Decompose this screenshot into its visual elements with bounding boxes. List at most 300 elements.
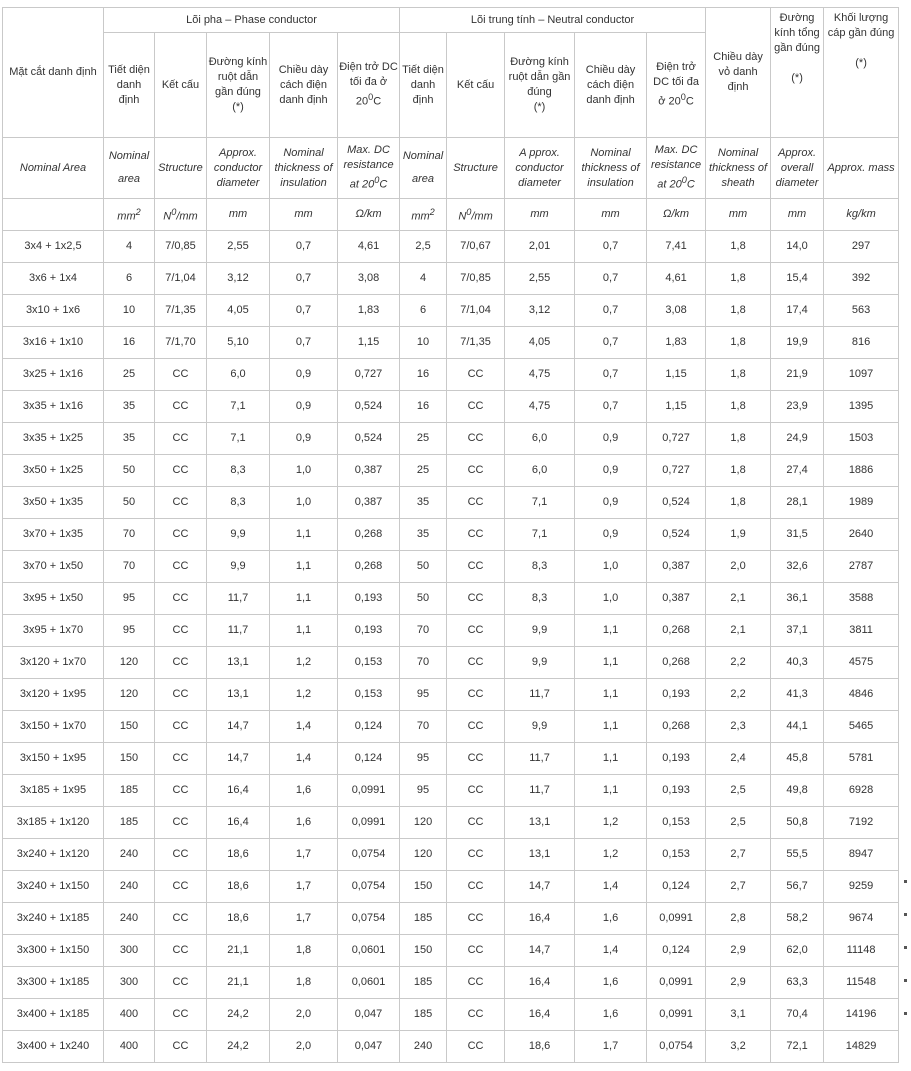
phase-resistance-en-label: Max. DC resistance at 20 (343, 144, 394, 191)
neutral-diameter-cell: 8,3 (505, 551, 575, 583)
neutral-diameter-cell: 2,01 (505, 231, 575, 263)
phase-structure-cell: CC (155, 551, 207, 583)
neutral-area-cell: 70 (400, 711, 447, 743)
phase-area-cell: 150 (104, 743, 155, 775)
neutral-structure-cell: CC (447, 807, 505, 839)
sheath-thickness-cell: 1,8 (706, 263, 771, 295)
neutral-resistance-header-en (647, 138, 706, 199)
table-row (3, 583, 899, 615)
table-row (3, 1031, 899, 1063)
neutral-insulation-cell: 0,7 (575, 391, 647, 423)
phase-structure-cell: CC (155, 647, 207, 679)
nominal-area-cell: 3x35 + 1x25 (3, 423, 104, 455)
neutral-structure-unit (447, 199, 505, 231)
edge-mark (904, 979, 907, 982)
phase-insulation-cell: 1,2 (270, 647, 338, 679)
sheath-thickness-cell: 1,8 (706, 423, 771, 455)
neutral-insulation-unit: mm (575, 199, 647, 231)
phase-diameter-cell: 13,1 (207, 679, 270, 711)
edge-mark (904, 913, 907, 916)
phase-structure-header-vn: Kết cấu (155, 33, 207, 138)
phase-diameter-cell: 11,7 (207, 583, 270, 615)
neutral-resistance-cell: 1,83 (647, 327, 706, 359)
phase-insulation-cell: 1,7 (270, 871, 338, 903)
phase-diameter-cell: 9,9 (207, 551, 270, 583)
neutral-diameter-cell: 18,6 (505, 1031, 575, 1063)
table-row (3, 519, 899, 551)
overall-diameter-cell: 37,1 (771, 615, 824, 647)
table-row (3, 263, 899, 295)
neutral-diameter-cell: 2,55 (505, 263, 575, 295)
mass-cell: 11148 (824, 935, 899, 967)
table-body (3, 231, 899, 1063)
phase-structure-cell: CC (155, 391, 207, 423)
overall-diameter-cell: 21,9 (771, 359, 824, 391)
phase-insulation-cell: 1,8 (270, 967, 338, 999)
table-row (3, 615, 899, 647)
phase-insulation-cell: 1,7 (270, 839, 338, 871)
neutral-area-cell: 95 (400, 775, 447, 807)
nominal-area-cell: 3x6 + 1x4 (3, 263, 104, 295)
neutral-structure-header-vn: Kết cấu (447, 33, 505, 138)
mass-cell: 14196 (824, 999, 899, 1031)
neutral-area-cell: 50 (400, 551, 447, 583)
phase-structure-cell: CC (155, 775, 207, 807)
sheath-thickness-cell: 1,8 (706, 327, 771, 359)
edge-mark (904, 1012, 907, 1015)
neutral-resistance-cell: 7,41 (647, 231, 706, 263)
neutral-area-cell: 95 (400, 679, 447, 711)
sheath-thickness-cell: 2,1 (706, 583, 771, 615)
phase-resistance-unit: Ω/km (338, 199, 400, 231)
phase-insulation-cell: 1,7 (270, 903, 338, 935)
phase-diameter-header-vn (207, 33, 270, 138)
neutral-resistance-header-vn (647, 33, 706, 138)
neutral-resistance-cell: 0,0754 (647, 1031, 706, 1063)
phase-area-cell: 240 (104, 871, 155, 903)
phase-resistance-cell: 1,15 (338, 327, 400, 359)
neutral-resistance-cell: 4,61 (647, 263, 706, 295)
neutral-structure-cell: CC (447, 743, 505, 775)
mass-cell: 2640 (824, 519, 899, 551)
neutral-area-cell: 150 (400, 935, 447, 967)
neutral-area-cell: 95 (400, 743, 447, 775)
phase-insulation-unit: mm (270, 199, 338, 231)
phase-area-cell: 120 (104, 679, 155, 711)
nominal-area-cell: 3x50 + 1x35 (3, 487, 104, 519)
neutral-diameter-mark: (*) (533, 101, 546, 113)
phase-area-cell: 95 (104, 583, 155, 615)
edge-mark (904, 946, 907, 949)
neutral-area-cell: 185 (400, 903, 447, 935)
mass-cell: 11548 (824, 967, 899, 999)
overall-diameter-cell: 55,5 (771, 839, 824, 871)
phase-insulation-cell: 2,0 (270, 1031, 338, 1063)
neutral-insulation-cell: 0,9 (575, 487, 647, 519)
phase-diameter-cell: 6,0 (207, 359, 270, 391)
phase-structure-cell: CC (155, 615, 207, 647)
neutral-insulation-cell: 1,7 (575, 1031, 647, 1063)
mass-cell: 5781 (824, 743, 899, 775)
phase-resistance-en-c: C (379, 178, 388, 191)
phase-structure-cell: 7/1,04 (155, 263, 207, 295)
table-row (3, 903, 899, 935)
mass-cell: 9674 (824, 903, 899, 935)
sheath-thickness-cell: 1,8 (706, 391, 771, 423)
phase-diameter-cell: 7,1 (207, 423, 270, 455)
neutral-structure-cell: CC (447, 999, 505, 1031)
mass-header-en: Approx. mass (824, 138, 899, 199)
neutral-insulation-header-vn: Chiều dày cách điện danh định (575, 33, 647, 138)
mass-cell: 4575 (824, 647, 899, 679)
neutral-resistance-cell: 0,193 (647, 775, 706, 807)
sheath-thickness-cell: 2,8 (706, 903, 771, 935)
neutral-resistance-degree: 0 (680, 92, 686, 103)
mass-cell: 7192 (824, 807, 899, 839)
nominal-area-cell: 3x400 + 1x240 (3, 1031, 104, 1063)
mass-cell: 6928 (824, 775, 899, 807)
phase-diameter-cell: 7,1 (207, 391, 270, 423)
nominal-area-cell: 3x35 + 1x16 (3, 391, 104, 423)
phase-resistance-cell: 0,153 (338, 679, 400, 711)
neutral-resistance-cell: 0,193 (647, 743, 706, 775)
phase-structure-cell: CC (155, 807, 207, 839)
neutral-insulation-cell: 1,2 (575, 839, 647, 871)
overall-diameter-cell: 40,3 (771, 647, 824, 679)
phase-structure-unit (155, 199, 207, 231)
overall-diameter-cell: 41,3 (771, 679, 824, 711)
neutral-resistance-label: Điện trở DC tối đa ở 20 (653, 61, 699, 108)
phase-diameter-cell: 24,2 (207, 999, 270, 1031)
phase-structure-cell: 7/1,70 (155, 327, 207, 359)
overall-diameter-cell: 70,4 (771, 999, 824, 1031)
phase-area-unit (104, 199, 155, 231)
sheath-thickness-cell: 2,4 (706, 743, 771, 775)
neutral-structure-cell: CC (447, 871, 505, 903)
neutral-diameter-cell: 7,1 (505, 519, 575, 551)
neutral-resistance-cell: 3,08 (647, 295, 706, 327)
neutral-insulation-cell: 1,1 (575, 775, 647, 807)
neutral-structure-cell: 7/0,85 (447, 263, 505, 295)
mass-cell: 3588 (824, 583, 899, 615)
neutral-insulation-cell: 1,1 (575, 679, 647, 711)
phase-insulation-cell: 1,8 (270, 935, 338, 967)
sheath-thickness-cell: 1,8 (706, 295, 771, 327)
neutral-resistance-cell: 0,268 (647, 711, 706, 743)
phase-diameter-header-en: Approx. conductor diameter (207, 138, 270, 199)
phase-resistance-unit-c: C (373, 95, 382, 108)
table-row (3, 967, 899, 999)
sheath-thickness-cell: 2,3 (706, 711, 771, 743)
mass-cell: 3811 (824, 615, 899, 647)
neutral-area-cell: 240 (400, 1031, 447, 1063)
phase-resistance-cell: 0,124 (338, 711, 400, 743)
sheath-thickness-cell: 2,9 (706, 967, 771, 999)
phase-insulation-cell: 1,2 (270, 679, 338, 711)
overall-diameter-cell: 28,1 (771, 487, 824, 519)
neutral-structure-cell: CC (447, 775, 505, 807)
phase-area-cell: 35 (104, 391, 155, 423)
neutral-area-cell: 185 (400, 967, 447, 999)
neutral-structure-cell: CC (447, 711, 505, 743)
phase-insulation-cell: 1,0 (270, 487, 338, 519)
phase-structure-unit-sup: 0 (171, 206, 177, 217)
phase-area-cell: 240 (104, 839, 155, 871)
phase-area-unit-sup: 2 (135, 206, 141, 217)
neutral-resistance-cell: 0,0991 (647, 903, 706, 935)
phase-structure-cell: CC (155, 743, 207, 775)
neutral-structure-cell: CC (447, 647, 505, 679)
nominal-area-header-en: Nominal Area (3, 138, 104, 199)
table-row (3, 391, 899, 423)
neutral-resistance-cell: 0,0991 (647, 967, 706, 999)
phase-resistance-cell: 0,193 (338, 615, 400, 647)
neutral-structure-header-en: Structure (447, 138, 505, 199)
phase-structure-cell: CC (155, 871, 207, 903)
neutral-area-header-vn: Tiết diện danh định (400, 33, 447, 138)
phase-resistance-cell: 0,387 (338, 487, 400, 519)
table-row (3, 711, 899, 743)
neutral-area-unit (400, 199, 447, 231)
sheath-thickness-cell: 2,5 (706, 775, 771, 807)
neutral-insulation-cell: 0,9 (575, 423, 647, 455)
neutral-resistance-cell: 0,524 (647, 487, 706, 519)
neutral-diameter-cell: 14,7 (505, 871, 575, 903)
nominal-area-header-vn: Mặt cắt danh định (3, 8, 104, 138)
table-row (3, 231, 899, 263)
phase-insulation-cell: 0,7 (270, 263, 338, 295)
edge-marks (904, 880, 909, 1045)
neutral-area-header-en: Nominal area (400, 138, 447, 199)
neutral-diameter-header-en: A pprox. conductor diameter (505, 138, 575, 199)
phase-insulation-header-vn: Chiều dày cách điện danh định (270, 33, 338, 138)
sheath-thickness-unit: mm (706, 199, 771, 231)
phase-area-cell: 4 (104, 231, 155, 263)
neutral-diameter-cell: 4,75 (505, 391, 575, 423)
phase-diameter-label: Đường kính ruột dẫn gần đúng (208, 56, 268, 98)
neutral-area-cell: 10 (400, 327, 447, 359)
phase-structure-cell: CC (155, 903, 207, 935)
neutral-diameter-label: Đường kính ruột dẫn gần đúng (508, 56, 571, 98)
overall-diameter-cell: 62,0 (771, 935, 824, 967)
neutral-diameter-cell: 9,9 (505, 615, 575, 647)
phase-insulation-cell: 1,1 (270, 519, 338, 551)
nominal-area-cell: 3x240 + 1x120 (3, 839, 104, 871)
neutral-structure-unit-base: N (458, 210, 467, 223)
phase-insulation-cell: 1,6 (270, 807, 338, 839)
phase-area-cell: 185 (104, 807, 155, 839)
phase-area-cell: 25 (104, 359, 155, 391)
sheath-thickness-cell: 1,8 (706, 231, 771, 263)
phase-structure-cell: CC (155, 487, 207, 519)
nominal-area-cell: 3x70 + 1x35 (3, 519, 104, 551)
phase-structure-cell: CC (155, 455, 207, 487)
phase-diameter-cell: 14,7 (207, 711, 270, 743)
neutral-area-cell: 50 (400, 583, 447, 615)
phase-resistance-degree: 0 (368, 92, 374, 103)
phase-diameter-cell: 5,10 (207, 327, 270, 359)
phase-resistance-cell: 0,193 (338, 583, 400, 615)
phase-insulation-cell: 0,7 (270, 295, 338, 327)
phase-diameter-cell: 16,4 (207, 807, 270, 839)
phase-structure-unit-base: N (163, 210, 172, 223)
nominal-area-cell: 3x240 + 1x185 (3, 903, 104, 935)
neutral-diameter-cell: 7,1 (505, 487, 575, 519)
phase-insulation-cell: 2,0 (270, 999, 338, 1031)
overall-diameter-cell: 56,7 (771, 871, 824, 903)
neutral-diameter-cell: 9,9 (505, 711, 575, 743)
phase-insulation-cell: 0,7 (270, 327, 338, 359)
overall-diameter-cell: 17,4 (771, 295, 824, 327)
phase-structure-cell: CC (155, 423, 207, 455)
neutral-diameter-cell: 11,7 (505, 775, 575, 807)
overall-diameter-cell: 63,3 (771, 967, 824, 999)
overall-diameter-unit: mm (771, 199, 824, 231)
phase-diameter-cell: 18,6 (207, 839, 270, 871)
phase-resistance-en-degree: 0 (374, 175, 380, 186)
neutral-structure-cell: CC (447, 935, 505, 967)
neutral-diameter-cell: 11,7 (505, 743, 575, 775)
sheath-thickness-cell: 2,0 (706, 551, 771, 583)
neutral-structure-cell: CC (447, 839, 505, 871)
mass-mark: (*) (855, 57, 867, 69)
phase-area-cell: 300 (104, 935, 155, 967)
table-row (3, 455, 899, 487)
neutral-area-cell: 25 (400, 455, 447, 487)
phase-resistance-header-en (338, 138, 400, 199)
neutral-diameter-cell: 3,12 (505, 295, 575, 327)
phase-area-cell: 95 (104, 615, 155, 647)
neutral-resistance-cell: 0,268 (647, 647, 706, 679)
phase-resistance-cell: 0,0754 (338, 839, 400, 871)
neutral-insulation-cell: 1,6 (575, 903, 647, 935)
neutral-resistance-cell: 0,124 (647, 871, 706, 903)
overall-diameter-cell: 15,4 (771, 263, 824, 295)
phase-diameter-cell: 18,6 (207, 871, 270, 903)
phase-diameter-cell: 3,12 (207, 263, 270, 295)
phase-insulation-cell: 0,9 (270, 423, 338, 455)
phase-insulation-header-en: Nominal thickness of insulation (270, 138, 338, 199)
sheath-thickness-cell: 1,8 (706, 455, 771, 487)
neutral-area-cell: 4 (400, 263, 447, 295)
nominal-area-cell: 3x400 + 1x185 (3, 999, 104, 1031)
phase-insulation-cell: 0,7 (270, 231, 338, 263)
phase-area-header-vn: Tiết diện danh định (104, 33, 155, 138)
neutral-structure-cell: 7/1,04 (447, 295, 505, 327)
overall-diameter-header-vn (771, 8, 824, 138)
phase-resistance-cell: 0,0754 (338, 903, 400, 935)
phase-resistance-cell: 0,0991 (338, 807, 400, 839)
phase-area-cell: 50 (104, 487, 155, 519)
overall-diameter-cell: 50,8 (771, 807, 824, 839)
phase-insulation-cell: 1,1 (270, 615, 338, 647)
phase-area-cell: 35 (104, 423, 155, 455)
phase-area-header-en: Nominal area (104, 138, 155, 199)
neutral-area-cell: 2,5 (400, 231, 447, 263)
header-row-units (3, 199, 899, 231)
table-row (3, 935, 899, 967)
sheath-thickness-cell: 1,8 (706, 487, 771, 519)
table-row (3, 871, 899, 903)
phase-resistance-cell: 0,387 (338, 455, 400, 487)
neutral-structure-cell: CC (447, 903, 505, 935)
phase-area-cell: 10 (104, 295, 155, 327)
phase-structure-cell: CC (155, 967, 207, 999)
phase-area-cell: 150 (104, 711, 155, 743)
neutral-resistance-cell: 1,15 (647, 359, 706, 391)
phase-area-unit-base: mm (117, 210, 136, 223)
table-row (3, 807, 899, 839)
overall-diameter-label: Đường kính tổng gần đúng (774, 12, 820, 54)
table-row (3, 647, 899, 679)
phase-diameter-cell: 11,7 (207, 615, 270, 647)
sheath-thickness-cell: 2,7 (706, 871, 771, 903)
phase-diameter-cell: 16,4 (207, 775, 270, 807)
phase-structure-cell: 7/1,35 (155, 295, 207, 327)
neutral-structure-cell: CC (447, 615, 505, 647)
neutral-insulation-cell: 0,9 (575, 455, 647, 487)
phase-insulation-cell: 1,1 (270, 583, 338, 615)
phase-diameter-cell: 21,1 (207, 935, 270, 967)
neutral-diameter-cell: 8,3 (505, 583, 575, 615)
neutral-structure-cell: CC (447, 967, 505, 999)
table-row (3, 295, 899, 327)
phase-area-cell: 70 (104, 551, 155, 583)
neutral-resistance-cell: 0,268 (647, 615, 706, 647)
phase-insulation-cell: 1,6 (270, 775, 338, 807)
phase-resistance-header-vn (338, 33, 400, 138)
phase-insulation-cell: 1,4 (270, 743, 338, 775)
neutral-insulation-cell: 1,0 (575, 583, 647, 615)
phase-diameter-cell: 18,6 (207, 903, 270, 935)
sheath-thickness-cell: 1,8 (706, 359, 771, 391)
neutral-insulation-cell: 0,7 (575, 327, 647, 359)
neutral-resistance-cell: 0,0991 (647, 999, 706, 1031)
nominal-area-cell: 3x4 + 1x2,5 (3, 231, 104, 263)
neutral-diameter-cell: 9,9 (505, 647, 575, 679)
nominal-area-cell: 3x185 + 1x95 (3, 775, 104, 807)
phase-area-cell: 6 (104, 263, 155, 295)
table-row (3, 999, 899, 1031)
phase-structure-cell: CC (155, 999, 207, 1031)
neutral-structure-cell: CC (447, 519, 505, 551)
neutral-diameter-cell: 11,7 (505, 679, 575, 711)
phase-resistance-cell: 0,524 (338, 423, 400, 455)
phase-insulation-cell: 1,1 (270, 551, 338, 583)
mass-cell: 2787 (824, 551, 899, 583)
neutral-insulation-cell: 0,7 (575, 231, 647, 263)
overall-diameter-cell: 27,4 (771, 455, 824, 487)
neutral-insulation-cell: 1,4 (575, 871, 647, 903)
neutral-insulation-cell: 1,1 (575, 615, 647, 647)
phase-structure-cell: CC (155, 679, 207, 711)
overall-diameter-cell: 72,1 (771, 1031, 824, 1063)
neutral-diameter-unit: mm (505, 199, 575, 231)
neutral-structure-cell: 7/0,67 (447, 231, 505, 263)
mass-cell: 1395 (824, 391, 899, 423)
phase-structure-unit-tail: /mm (176, 210, 198, 223)
neutral-area-cell: 185 (400, 999, 447, 1031)
mass-label: Khối lượng cáp gần đúng (827, 12, 895, 39)
mass-cell: 14829 (824, 1031, 899, 1063)
neutral-diameter-cell: 14,7 (505, 935, 575, 967)
neutral-structure-cell: CC (447, 679, 505, 711)
neutral-structure-cell: CC (447, 423, 505, 455)
neutral-resistance-cell: 0,124 (647, 935, 706, 967)
phase-area-cell: 16 (104, 327, 155, 359)
neutral-diameter-cell: 6,0 (505, 455, 575, 487)
mass-cell: 297 (824, 231, 899, 263)
